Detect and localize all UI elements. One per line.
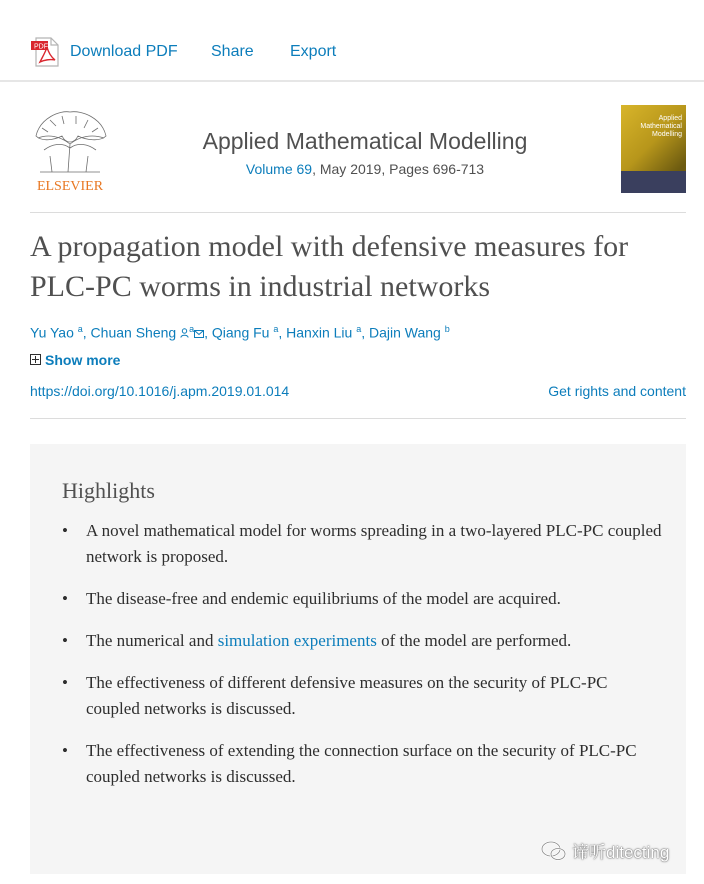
- divider: [30, 418, 686, 419]
- download-pdf-link[interactable]: Download PDF: [70, 43, 178, 60]
- author-name[interactable]: Dajin Wang: [369, 324, 441, 341]
- highlight-item: • A novel mathematical model for worms spreading in a two-layered PLC-PC coupled network is proposed.: [62, 518, 662, 570]
- svg-text:ELSEVIER: ELSEVIER: [36, 179, 104, 194]
- highlight-item: • The effectiveness of extending the connection surface on the security of PLC-PC coupled networks is discussed.: [62, 738, 662, 790]
- author-affiliation: a: [77, 324, 83, 334]
- pdf-icon[interactable]: [30, 36, 60, 68]
- export-button[interactable]: Export: [290, 43, 337, 60]
- wechat-icon: [541, 841, 567, 861]
- journal-meta: [170, 161, 560, 177]
- expand-icon: [30, 354, 41, 365]
- svg-text:PDF: PDF: [34, 43, 48, 51]
- journal-header: [30, 100, 686, 213]
- journal-cover[interactable]: [621, 105, 686, 193]
- author-list: Yu Yao $^a$, Chuan Sheng $^a$ , Qiang Fu $^a$, Hanxin Liu $^a$, Dajin Wang $^b$: [30, 324, 450, 341]
- doi-link[interactable]: https://doi.org/10.1016/j.apm.2019.01.014: [30, 383, 290, 399]
- volume-link[interactable]: Volume 69: [245, 161, 313, 177]
- watermark-text: 谛听ditecting: [572, 843, 670, 862]
- journal-info: [170, 128, 560, 177]
- mail-icon[interactable]: [194, 330, 204, 338]
- author-name[interactable]: Qiang Fu: [211, 324, 270, 341]
- highlight-text: The numerical and: [86, 631, 218, 650]
- issue-info: , May 2019, Pages 696-713: [312, 161, 485, 177]
- highlight-item: • The effectiveness of different defensive measures on the security of PLC-PC coupled networks is discussed.: [62, 670, 662, 722]
- author-name[interactable]: Hanxin Liu: [286, 324, 353, 341]
- share-button[interactable]: Share: [211, 43, 254, 60]
- highlight-text: of the model are performed.: [376, 631, 572, 650]
- article-title: A propagation model with defensive measures for PLC-PC worms in industrial networks: [30, 230, 629, 303]
- author-name[interactable]: Chuan Sheng: [90, 324, 177, 341]
- person-icon: [180, 328, 189, 338]
- author-affiliation: a: [356, 324, 362, 334]
- author-affiliation: a: [189, 324, 195, 334]
- cover-band: [621, 171, 686, 193]
- author-affiliation: a: [273, 324, 279, 334]
- article-toolbar: [0, 0, 704, 82]
- highlight-item: • The disease-free and endemic equilibriums of the model are acquired.: [62, 586, 662, 612]
- rights-link[interactable]: Get rights and content: [548, 383, 686, 399]
- highlights-panel: [30, 444, 686, 874]
- show-more-button[interactable]: [30, 352, 120, 368]
- highlights-heading: Highlights: [62, 478, 155, 503]
- journal-title[interactable]: Applied Mathematical Modelling: [202, 128, 528, 154]
- author-name[interactable]: Yu Yao: [30, 324, 74, 341]
- elsevier-logo[interactable]: [30, 106, 110, 194]
- highlight-item: [62, 628, 662, 654]
- simulation-experiments-link[interactable]: simulation experiments: [217, 631, 377, 650]
- highlights-list: [62, 518, 662, 806]
- show-more-label: Show more: [45, 352, 121, 368]
- author-affiliation: b: [444, 324, 450, 334]
- cover-title: Applied Mathematical Modelling: [640, 115, 682, 138]
